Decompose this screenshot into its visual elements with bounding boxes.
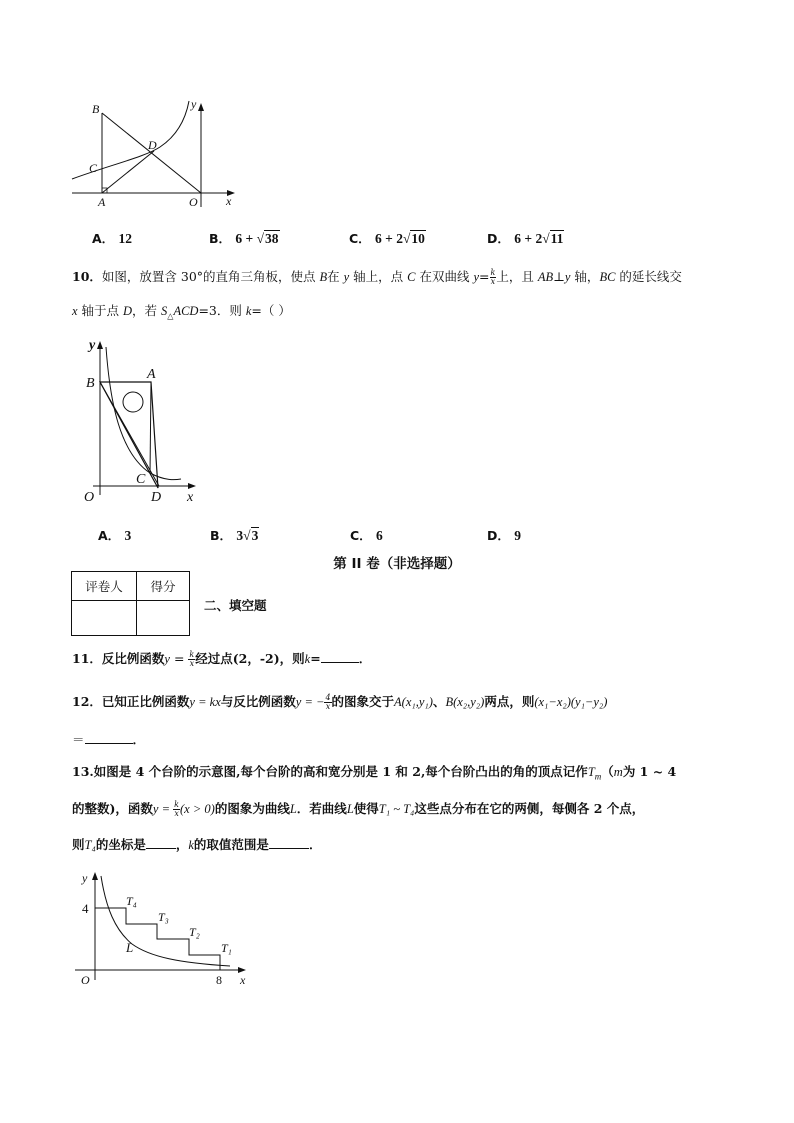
q10-option-c[interactable] bbox=[350, 527, 383, 545]
q10-option-b-letter: B． bbox=[210, 528, 233, 543]
q13-text: 为 1 ~ 4 bbox=[622, 764, 677, 779]
q13-fraction bbox=[173, 801, 180, 818]
q13-label-T3: T₃ bbox=[158, 910, 169, 924]
q13-text: （ bbox=[601, 764, 614, 779]
q9-label-A: A bbox=[98, 195, 106, 209]
triangle-icon: △ bbox=[167, 311, 174, 321]
sqrt-icon: √11 bbox=[542, 231, 564, 246]
q13-text: ．若曲线 bbox=[296, 801, 347, 816]
q13-text: 则 bbox=[72, 837, 85, 852]
q11-var: k bbox=[304, 652, 311, 666]
q10-var: y bbox=[473, 270, 480, 284]
q13-label-T4: T₄ bbox=[126, 894, 137, 908]
q13-label-8: 8 bbox=[216, 973, 222, 987]
q10-segment-AC bbox=[150, 382, 151, 474]
q10-label-x: x bbox=[187, 490, 194, 505]
q10-text: 上，且 bbox=[496, 269, 538, 284]
q10-option-b-pre: 3 bbox=[236, 528, 244, 543]
q10-label-y: y bbox=[89, 338, 96, 353]
q10-text: ，若 bbox=[132, 303, 162, 318]
q12-text: 的图象交于 bbox=[331, 694, 395, 709]
q10-var: x bbox=[72, 304, 78, 318]
q9-segment-AD bbox=[102, 151, 154, 193]
q13-condition: (x > 0) bbox=[180, 802, 215, 816]
q10-x-arrow-icon bbox=[188, 483, 196, 489]
q13-text: 13.如图是 4 个台阶的示意图,每个台阶的高和宽分别是 1 和 2,每个台阶凸出的角的顶点记作 bbox=[72, 764, 588, 779]
q10-option-b-radicand: 3 bbox=[251, 528, 259, 543]
q9-label-y: y bbox=[191, 97, 197, 111]
q10-option-c-letter: C． bbox=[350, 528, 372, 543]
q13-var: k bbox=[188, 838, 194, 852]
grader-reviewer-cell[interactable] bbox=[72, 601, 137, 636]
q13-line1 bbox=[72, 763, 676, 786]
q9-option-c-value bbox=[375, 231, 426, 246]
q13-var: m bbox=[594, 771, 602, 782]
q9-option-a-value: 12 bbox=[118, 231, 133, 246]
q11-text: 经过点(2，-2)，则 bbox=[195, 651, 305, 666]
q10-frac-num: k bbox=[490, 268, 496, 277]
q12-line1 bbox=[72, 693, 607, 711]
q10-text: 轴上，点 bbox=[349, 269, 408, 284]
sqrt-icon: √10 bbox=[403, 231, 425, 246]
q10-var: ACD bbox=[173, 304, 199, 318]
q13-text: 使得 bbox=[353, 801, 379, 816]
q10-text: 如图，放置含 30°的直角三角板，使点 bbox=[101, 269, 320, 284]
q9-option-b-value bbox=[235, 231, 279, 246]
q9-option-c-letter: C． bbox=[349, 231, 371, 246]
q12-text: ＝ bbox=[72, 732, 85, 747]
section-fill-in: 二、填空题 bbox=[204, 598, 267, 613]
q12-text: 两点，则 bbox=[484, 694, 535, 709]
q10-number: 10． bbox=[72, 269, 102, 284]
q13-range: T₁ ~ T₄ bbox=[378, 802, 415, 816]
grader-score-cell[interactable] bbox=[137, 601, 190, 636]
q10-option-b-value bbox=[236, 528, 259, 543]
q10-option-d[interactable] bbox=[487, 527, 521, 545]
q11-text: 11．反比例函数 bbox=[72, 651, 165, 666]
q9-label-B: B bbox=[92, 102, 100, 116]
grader-table bbox=[71, 571, 190, 636]
q9-y-arrow-icon bbox=[198, 103, 204, 111]
q9-option-d-value bbox=[514, 231, 564, 246]
q10-figure bbox=[75, 333, 205, 508]
grader-header-score: 得分 bbox=[137, 572, 190, 601]
q13-label-T1: T₁ bbox=[221, 941, 232, 955]
q9-option-b[interactable] bbox=[209, 230, 280, 248]
q13-var: m bbox=[613, 765, 623, 779]
q9-label-O: O bbox=[189, 195, 198, 209]
q13-answer-blank-2[interactable] bbox=[269, 836, 309, 849]
q13-text: ． bbox=[308, 837, 322, 852]
q12-text: 12．已知正比例函数 bbox=[72, 694, 190, 709]
q13-label-4: 4 bbox=[82, 901, 89, 916]
q12-point-a: A(x₁,y₁) bbox=[394, 695, 433, 709]
q13-line3 bbox=[72, 836, 321, 854]
q12-text: 、 bbox=[432, 694, 446, 709]
q10-label-B: B bbox=[86, 376, 95, 391]
q10-var: y bbox=[343, 270, 350, 284]
q10-board-hole bbox=[123, 392, 143, 412]
q13-answer-blank-1[interactable] bbox=[146, 836, 176, 849]
q9-option-b-pre: 6 + bbox=[235, 231, 257, 246]
q13-text: 这些点分布在它的两侧，每侧各 2 个点， bbox=[414, 801, 645, 816]
q13-text: 的坐标是 bbox=[95, 837, 146, 852]
q13-label-L: L bbox=[126, 940, 134, 955]
q12-text: ． bbox=[132, 732, 146, 747]
q12-line2 bbox=[72, 731, 145, 749]
q12-frac-den: x bbox=[325, 702, 331, 711]
q9-label-D: D bbox=[148, 138, 157, 152]
q10-var: AB bbox=[537, 270, 554, 284]
q11-var: y bbox=[164, 652, 170, 666]
q10-option-a-value: 3 bbox=[124, 528, 132, 543]
q11 bbox=[72, 650, 371, 668]
q10-option-d-letter: D． bbox=[487, 528, 510, 543]
q10-option-a[interactable] bbox=[98, 527, 131, 545]
q10-var: k bbox=[245, 304, 252, 318]
q13-text: 的取值范围是 bbox=[193, 837, 269, 852]
q11-text: = bbox=[169, 651, 189, 666]
q13-text: 的图象为曲线 bbox=[214, 801, 290, 816]
q9-label-C: C bbox=[89, 161, 98, 175]
q13-y-arrow-icon bbox=[92, 872, 98, 880]
q10-text: 轴， bbox=[570, 269, 600, 284]
q11-text: ． bbox=[358, 651, 372, 666]
q10-option-b[interactable] bbox=[210, 527, 259, 545]
q13-text: ， bbox=[175, 837, 189, 852]
q13-label-O: O bbox=[81, 973, 90, 987]
q13-var: L bbox=[289, 802, 297, 816]
q10-text: 在双曲线 bbox=[415, 269, 474, 284]
sqrt-icon: √3 bbox=[243, 528, 259, 543]
q10-text: 在 bbox=[327, 269, 344, 284]
part2-title: 第 II 卷（非选择题） bbox=[333, 556, 461, 572]
q10-option-a-letter: A． bbox=[98, 528, 121, 543]
q10-var: B bbox=[319, 270, 328, 284]
q10-var: C bbox=[407, 270, 416, 284]
q10-label-D: D bbox=[151, 490, 162, 505]
q9-option-d-letter: D． bbox=[487, 231, 510, 246]
q13-line2 bbox=[72, 800, 644, 818]
q10-var: S bbox=[161, 304, 168, 318]
q12-answer-blank[interactable] bbox=[85, 731, 133, 744]
q9-option-b-letter: B． bbox=[209, 231, 232, 246]
q12-equation: y = kx bbox=[189, 695, 221, 709]
q13-frac-num: k bbox=[174, 800, 180, 809]
q12-frac-num: 4 bbox=[325, 693, 331, 702]
q9-option-c[interactable] bbox=[349, 230, 426, 248]
q9-figure bbox=[60, 95, 245, 210]
q10-text: =3．则 bbox=[198, 303, 246, 318]
q10-var: BC bbox=[599, 270, 616, 284]
q9-option-d[interactable] bbox=[487, 230, 564, 248]
q10-text: 轴于点 bbox=[77, 303, 124, 318]
sqrt-icon: √38 bbox=[256, 231, 279, 246]
q12-expression: (x₁−x₂)(y₁−y₂) bbox=[534, 695, 608, 709]
q12-equation: y = − bbox=[295, 695, 325, 709]
q9-label-x: x bbox=[226, 194, 232, 208]
q10-option-d-value: 9 bbox=[514, 528, 521, 543]
q9-option-a-letter: A． bbox=[92, 231, 115, 246]
q13-figure bbox=[70, 868, 255, 993]
q13-text: 的整数)，函数 bbox=[72, 801, 153, 816]
grader-header-reviewer: 评卷人 bbox=[72, 572, 137, 601]
q12-point-b: B(x₂,y₂) bbox=[445, 695, 485, 709]
q9-option-c-radicand: 10 bbox=[411, 231, 425, 246]
q13-label-x: x bbox=[240, 973, 246, 987]
q10-frac-den: x bbox=[490, 277, 496, 286]
perpendicular-icon: ⊥ bbox=[553, 269, 565, 284]
q13-equation: y = bbox=[152, 802, 174, 816]
q13-label-T2: T₂ bbox=[189, 925, 200, 939]
q13-label-y: y bbox=[82, 871, 88, 885]
q11-answer-blank[interactable] bbox=[321, 650, 359, 663]
q9-option-a[interactable] bbox=[92, 230, 132, 248]
q12-text: 与反比例函数 bbox=[220, 694, 296, 709]
q11-frac-den: x bbox=[189, 659, 195, 668]
q9-option-d-pre: 6 + 2 bbox=[514, 231, 543, 246]
q13-var: T bbox=[587, 765, 595, 779]
q10-line1 bbox=[72, 268, 682, 286]
q13-var: L bbox=[346, 802, 354, 816]
q12-fraction bbox=[324, 694, 331, 711]
q11-text: = bbox=[310, 651, 321, 666]
q10-label-C: C bbox=[136, 472, 146, 487]
q10-option-c-value: 6 bbox=[376, 528, 383, 543]
q9-option-c-pre: 6 + 2 bbox=[375, 231, 403, 246]
q13-var: T₄ bbox=[84, 838, 96, 852]
q10-answer-paren[interactable]: =（ ） bbox=[251, 303, 291, 318]
q13-frac-den: x bbox=[174, 809, 179, 818]
q9-option-d-radicand: 11 bbox=[550, 231, 564, 246]
q11-frac-num: k bbox=[189, 650, 195, 659]
q10-line2 bbox=[72, 302, 291, 326]
q10-label-A: A bbox=[147, 367, 156, 382]
q10-label-O: O bbox=[84, 490, 95, 505]
q10-var: D bbox=[123, 304, 133, 318]
q10-var: y bbox=[564, 270, 571, 284]
q10-text: 的延长线交 bbox=[615, 269, 682, 284]
q10-text: = bbox=[479, 269, 490, 284]
q9-option-b-radicand: 38 bbox=[265, 231, 279, 246]
q10-y-arrow-icon bbox=[97, 341, 103, 349]
